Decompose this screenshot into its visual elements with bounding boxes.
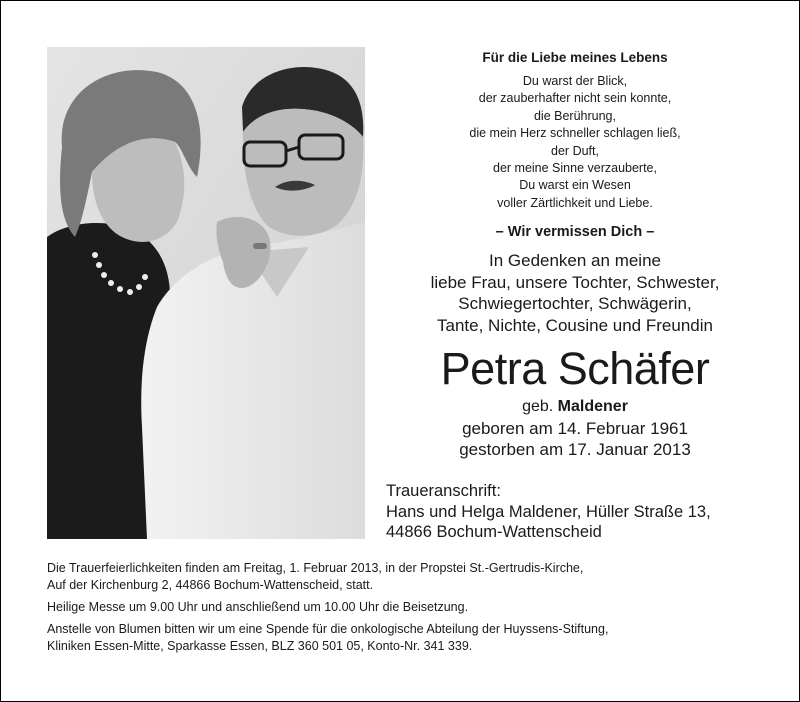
poem-line: der meine Sinne verzauberte, <box>493 161 657 176</box>
born-date: geboren am 14. Februar 1961 <box>462 419 688 439</box>
mourning-address <box>386 481 776 543</box>
donation-line: Kliniken Essen-Mitte, Sparkasse Essen, BLZ 360 501 05, Konto-Nr. 341 339. <box>47 639 473 653</box>
life-dates <box>380 418 770 460</box>
donation-paragraph <box>47 621 753 655</box>
poem-line: der zauberhafter nicht sein konnte, <box>478 91 672 106</box>
couple-photo <box>47 47 365 539</box>
miss-line: – Wir vermissen Dich – <box>495 224 655 241</box>
mass-paragraph: Heilige Messe um 9.00 Uhr und anschließend um 10.00 Uhr die Beisetzung. <box>47 600 469 614</box>
poem-line: Du warst der Blick, <box>522 74 628 88</box>
funeral-info <box>47 560 753 660</box>
memory-line: Tante, Nichte, Cousine und Freundin <box>437 315 713 335</box>
poem-line: die mein Herz schneller schlagen ließ, <box>469 126 681 141</box>
memory-line: liebe Frau, unsere Tochter, Schwester, <box>430 272 720 292</box>
headline: Für die Liebe meines Lebens <box>482 50 668 65</box>
birth-name-line <box>380 397 770 417</box>
deceased-name: Petra Schäfer <box>440 343 710 395</box>
poem-line: die Berührung, <box>533 108 616 123</box>
poem <box>380 73 770 212</box>
memory-line: Schwiegertochter, Schwägerin, <box>458 294 692 314</box>
obituary-text <box>380 47 770 460</box>
birth-name: Maldener <box>557 398 628 416</box>
died-date: gestorben am 17. Januar 2013 <box>459 440 691 460</box>
address-label: Traueranschrift: <box>386 482 501 500</box>
poem-line: voller Zärtlichkeit und Liebe. <box>497 195 653 210</box>
donation-line: Anstelle von Blumen bitten wir um eine Spende für die onkologische Abteilung der Huyssens-Stiftung, <box>47 622 609 636</box>
memory-text <box>380 250 770 336</box>
poem-line: Du warst ein Wesen <box>519 178 631 193</box>
birth-prefix: geb. <box>522 398 554 416</box>
memory-line: In Gedenken an meine <box>488 251 661 271</box>
address-line: 44866 Bochum-Wattenscheid <box>386 523 602 541</box>
poem-line: der Duft, <box>551 143 599 158</box>
couple-photo-illustration <box>47 47 365 539</box>
address-line: Hans und Helga Maldener, Hüller Straße 13, <box>386 502 711 521</box>
funeral-line: Auf der Kirchenburg 2, 44866 Bochum-Wattenscheid, statt. <box>47 578 374 592</box>
funeral-paragraph <box>47 560 753 594</box>
funeral-line: Die Trauerfeierlichkeiten finden am Freitag, 1. Februar 2013, in der Propstei St.-Gertrudis-Kirche, <box>47 561 584 575</box>
